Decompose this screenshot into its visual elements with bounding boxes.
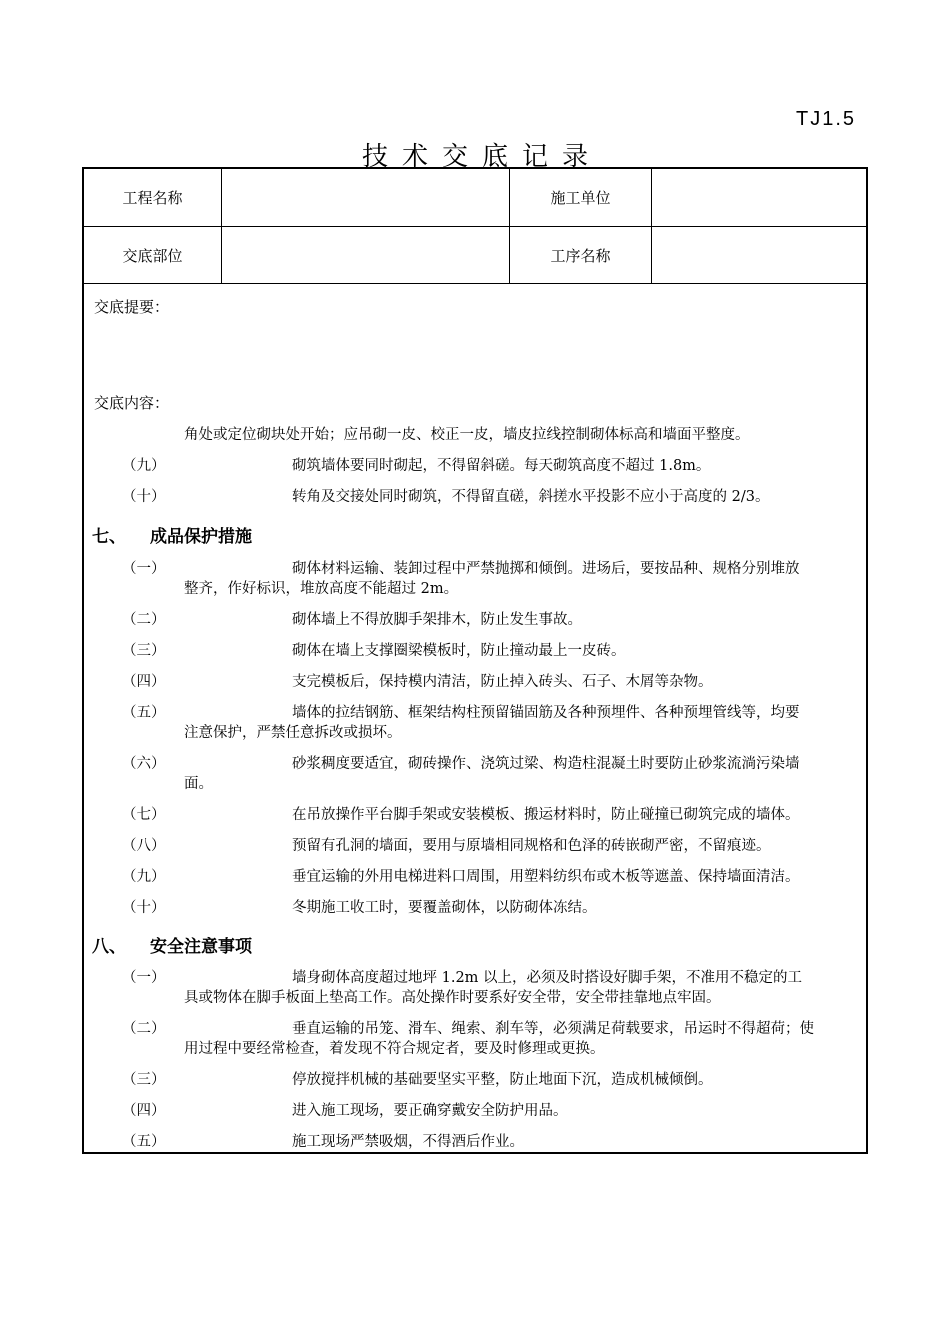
- section-number: 七、: [92, 527, 126, 547]
- item-number: （三）: [122, 1072, 166, 1088]
- item-text: 停放搅拌机械的基础要坚实平整，防止地面下沉，造成机械倾倒。: [292, 1072, 713, 1088]
- project-name-label: 工程名称: [122, 189, 183, 207]
- section-number: 八、: [92, 937, 126, 957]
- item-number: （五）: [122, 1134, 166, 1150]
- content-continued: 角处或定位砌块处开始；应吊砌一皮、校正一皮，墙皮拉线控制砌体标高和墙面平整度。: [184, 427, 750, 443]
- item-text: 在吊放操作平台脚手架或安装模板、搬运材料时，防止碰撞已砌筑完成的墙体。: [292, 807, 800, 823]
- item-text-continued: 整齐，作好标识，堆放高度不能超过 2m。: [184, 581, 459, 597]
- item-text: 砌体在墙上支撑圈梁模板时，防止撞动最上一皮砖。: [292, 643, 626, 659]
- item-text: 支完模板后，保持模内清洁，防止掉入砖头、石子、木屑等杂物。: [292, 674, 713, 690]
- item-number: （一）: [122, 970, 166, 986]
- item-number: （四）: [122, 1103, 166, 1119]
- item-text: 墙身砌体高度超过地坪 1.2m 以上，必须及时搭设好脚手架，不准用不稳定的工: [292, 970, 803, 986]
- item-text: 墙体的拉结钢筋、框架结构柱预留锚固筋及各种预埋件、各种预埋管线等，均要: [292, 705, 800, 721]
- item-number: （二）: [122, 1021, 166, 1037]
- item-number: （六）: [122, 756, 166, 772]
- item-number: （七）: [122, 807, 166, 823]
- item-number: （八）: [122, 838, 166, 854]
- section-heading: 安全注意事项: [150, 937, 252, 957]
- unit-label: 施工单位: [550, 189, 611, 207]
- document-code: TJ1.5: [796, 108, 857, 130]
- item-number: （九）: [122, 458, 166, 474]
- row-divider: [84, 283, 868, 284]
- item-number: （十）: [122, 900, 166, 916]
- item-text-continued: 注意保护，严禁任意拆改或损坏。: [184, 725, 402, 741]
- item-text: 垂直运输的吊笼、滑车、绳索、刹车等，必须满足荷载要求，吊运时不得超荷；使: [292, 1021, 814, 1037]
- summary-label: 交底提要：: [94, 298, 170, 316]
- project-name-field[interactable]: [222, 169, 509, 226]
- content-label: 交底内容：: [94, 394, 170, 412]
- unit-field[interactable]: [652, 169, 868, 226]
- item-text-continued: 用过程中要经常检查，着发现不符合规定者，要及时修理或更换。: [184, 1041, 605, 1057]
- item-text: 砂浆稠度要适宜，砌砖操作、浇筑过梁、构造柱混凝土时要防止砂浆流淌污染墙: [292, 756, 800, 772]
- item-text: 冬期施工收工时，要覆盖砌体，以防砌体冻结。: [292, 900, 597, 916]
- item-text: 施工现场严禁吸烟，不得酒后作业。: [292, 1134, 524, 1150]
- record-table: [82, 167, 868, 1154]
- item-text: 进入施工现场，要正确穿戴安全防护用品。: [292, 1103, 568, 1119]
- item-text: 砌筑墙体要同时砌起，不得留斜磋。每天砌筑高度不超过 1.8m。: [292, 458, 711, 474]
- item-number: （一）: [122, 561, 166, 577]
- item-text: 垂宜运输的外用电梯进料口周围，用塑料纺织布或木板等遮盖、保持墙面清洁。: [292, 869, 800, 885]
- item-text: 砌体材料运输、装卸过程中严禁抛掷和倾倒。进场后，要按品种、规格分别堆放: [292, 561, 800, 577]
- item-number: （二）: [122, 612, 166, 628]
- item-number: （五）: [122, 705, 166, 721]
- item-text: 砌体墙上不得放脚手架排木，防止发生事故。: [292, 612, 582, 628]
- item-number: （三）: [122, 643, 166, 659]
- item-number: （四）: [122, 674, 166, 690]
- item-text: 预留有孔洞的墙面，要用与原墙相同规格和色泽的砖嵌砌严密，不留痕迹。: [292, 838, 771, 854]
- item-number: （十）: [122, 489, 166, 505]
- section-heading: 成品保护措施: [150, 527, 252, 547]
- item-text-continued: 面。: [184, 776, 213, 792]
- item-text: 转角及交接处同时砌筑，不得留直磋，斜搓水平投影不应小于高度的 2/3。: [292, 489, 770, 505]
- part-label: 交底部位: [122, 246, 183, 265]
- document-title: 技术交底记录: [361, 142, 602, 172]
- item-text-continued: 具或物体在脚手板面上垫高工作。高处操作时要系好安全带，安全带挂靠地点牢固。: [184, 990, 721, 1006]
- process-field[interactable]: [652, 227, 868, 283]
- part-field[interactable]: [222, 227, 509, 283]
- item-number: （九）: [122, 869, 166, 885]
- process-label: 工序名称: [550, 246, 611, 265]
